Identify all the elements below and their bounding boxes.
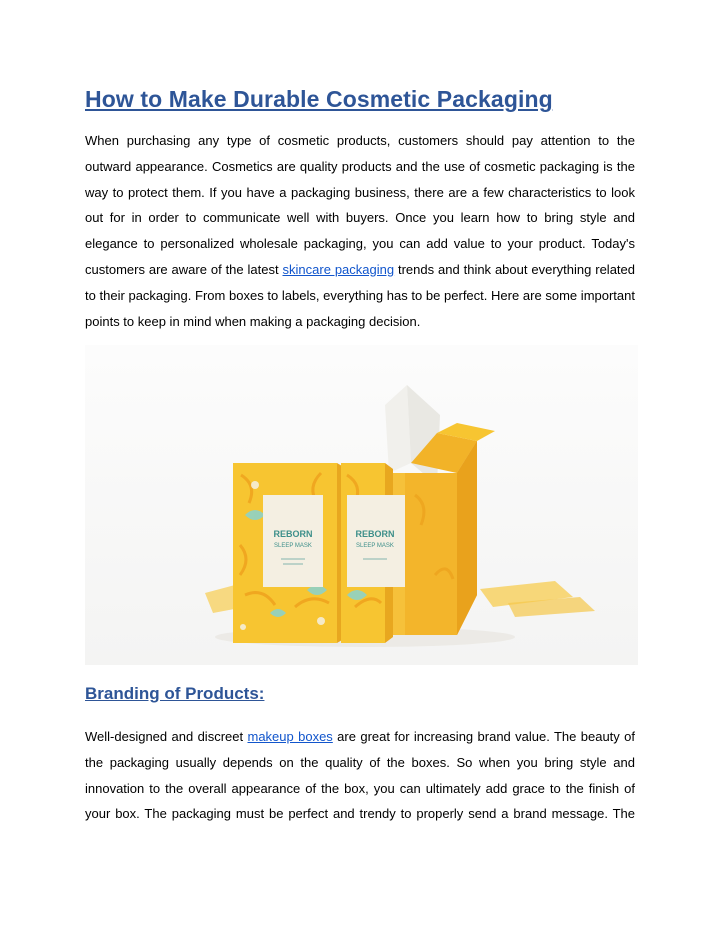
paragraph-line-with-link [85, 724, 635, 750]
line-text: are great for increasing brand value. The beauty of [332, 729, 636, 744]
page-title: How to Make Durable Cosmetic Packaging [85, 86, 553, 112]
product-photo [85, 345, 638, 665]
section-heading: Branding of Products: [85, 684, 265, 703]
line-text: trends and think about everything related [394, 261, 635, 277]
skincare-packaging-link[interactable]: skincare packaging [282, 261, 395, 277]
paragraph-line: out for in order to communicate well with buyers. Once you learn how to bring style and [85, 210, 635, 226]
box-product-label: SLEEP MASK [356, 543, 394, 549]
paragraph-line: points to keep in mind when making a packaging decision. [85, 313, 421, 329]
paragraph-line: your box. The packaging must be perfect and trendy to properly send a brand message. The [85, 806, 635, 822]
line-text: customers are aware of the latest [85, 261, 283, 277]
line-text: Well-designed and discreet [85, 729, 248, 744]
makeup-boxes-link[interactable]: makeup boxes [247, 729, 333, 744]
intro-paragraph [85, 128, 635, 334]
paragraph-line-with-link [85, 257, 635, 283]
branding-paragraph [85, 724, 635, 827]
paragraph-line: elegance to personalized wholesale packaging, you can add value to your product. Today's [85, 236, 635, 252]
box-brand-label: REBORN [355, 529, 395, 539]
paragraph-line: outward appearance. Cosmetics are quality products and the use of cosmetic packaging is the [85, 158, 635, 174]
cosmetic-boxes-image [85, 345, 638, 665]
paragraph-line: innovation to the overall appearance of the box, you can ultimately add grace to the finish of [85, 780, 635, 796]
paragraph-line: the packaging usually depends on the quality of the boxes. So when you bring style and [85, 754, 635, 770]
box-brand-label: REBORN [273, 529, 313, 539]
box-product-label: SLEEP MASK [274, 543, 312, 549]
paragraph-line: way to protect them. If you have a packaging business, there are a few characteristics to look [85, 184, 635, 200]
paragraph-line: When purchasing any type of cosmetic products, customers should pay attention to the [85, 133, 635, 148]
paragraph-line: to their packaging. From boxes to labels, everything has to be perfect. Here are some important [85, 287, 635, 303]
